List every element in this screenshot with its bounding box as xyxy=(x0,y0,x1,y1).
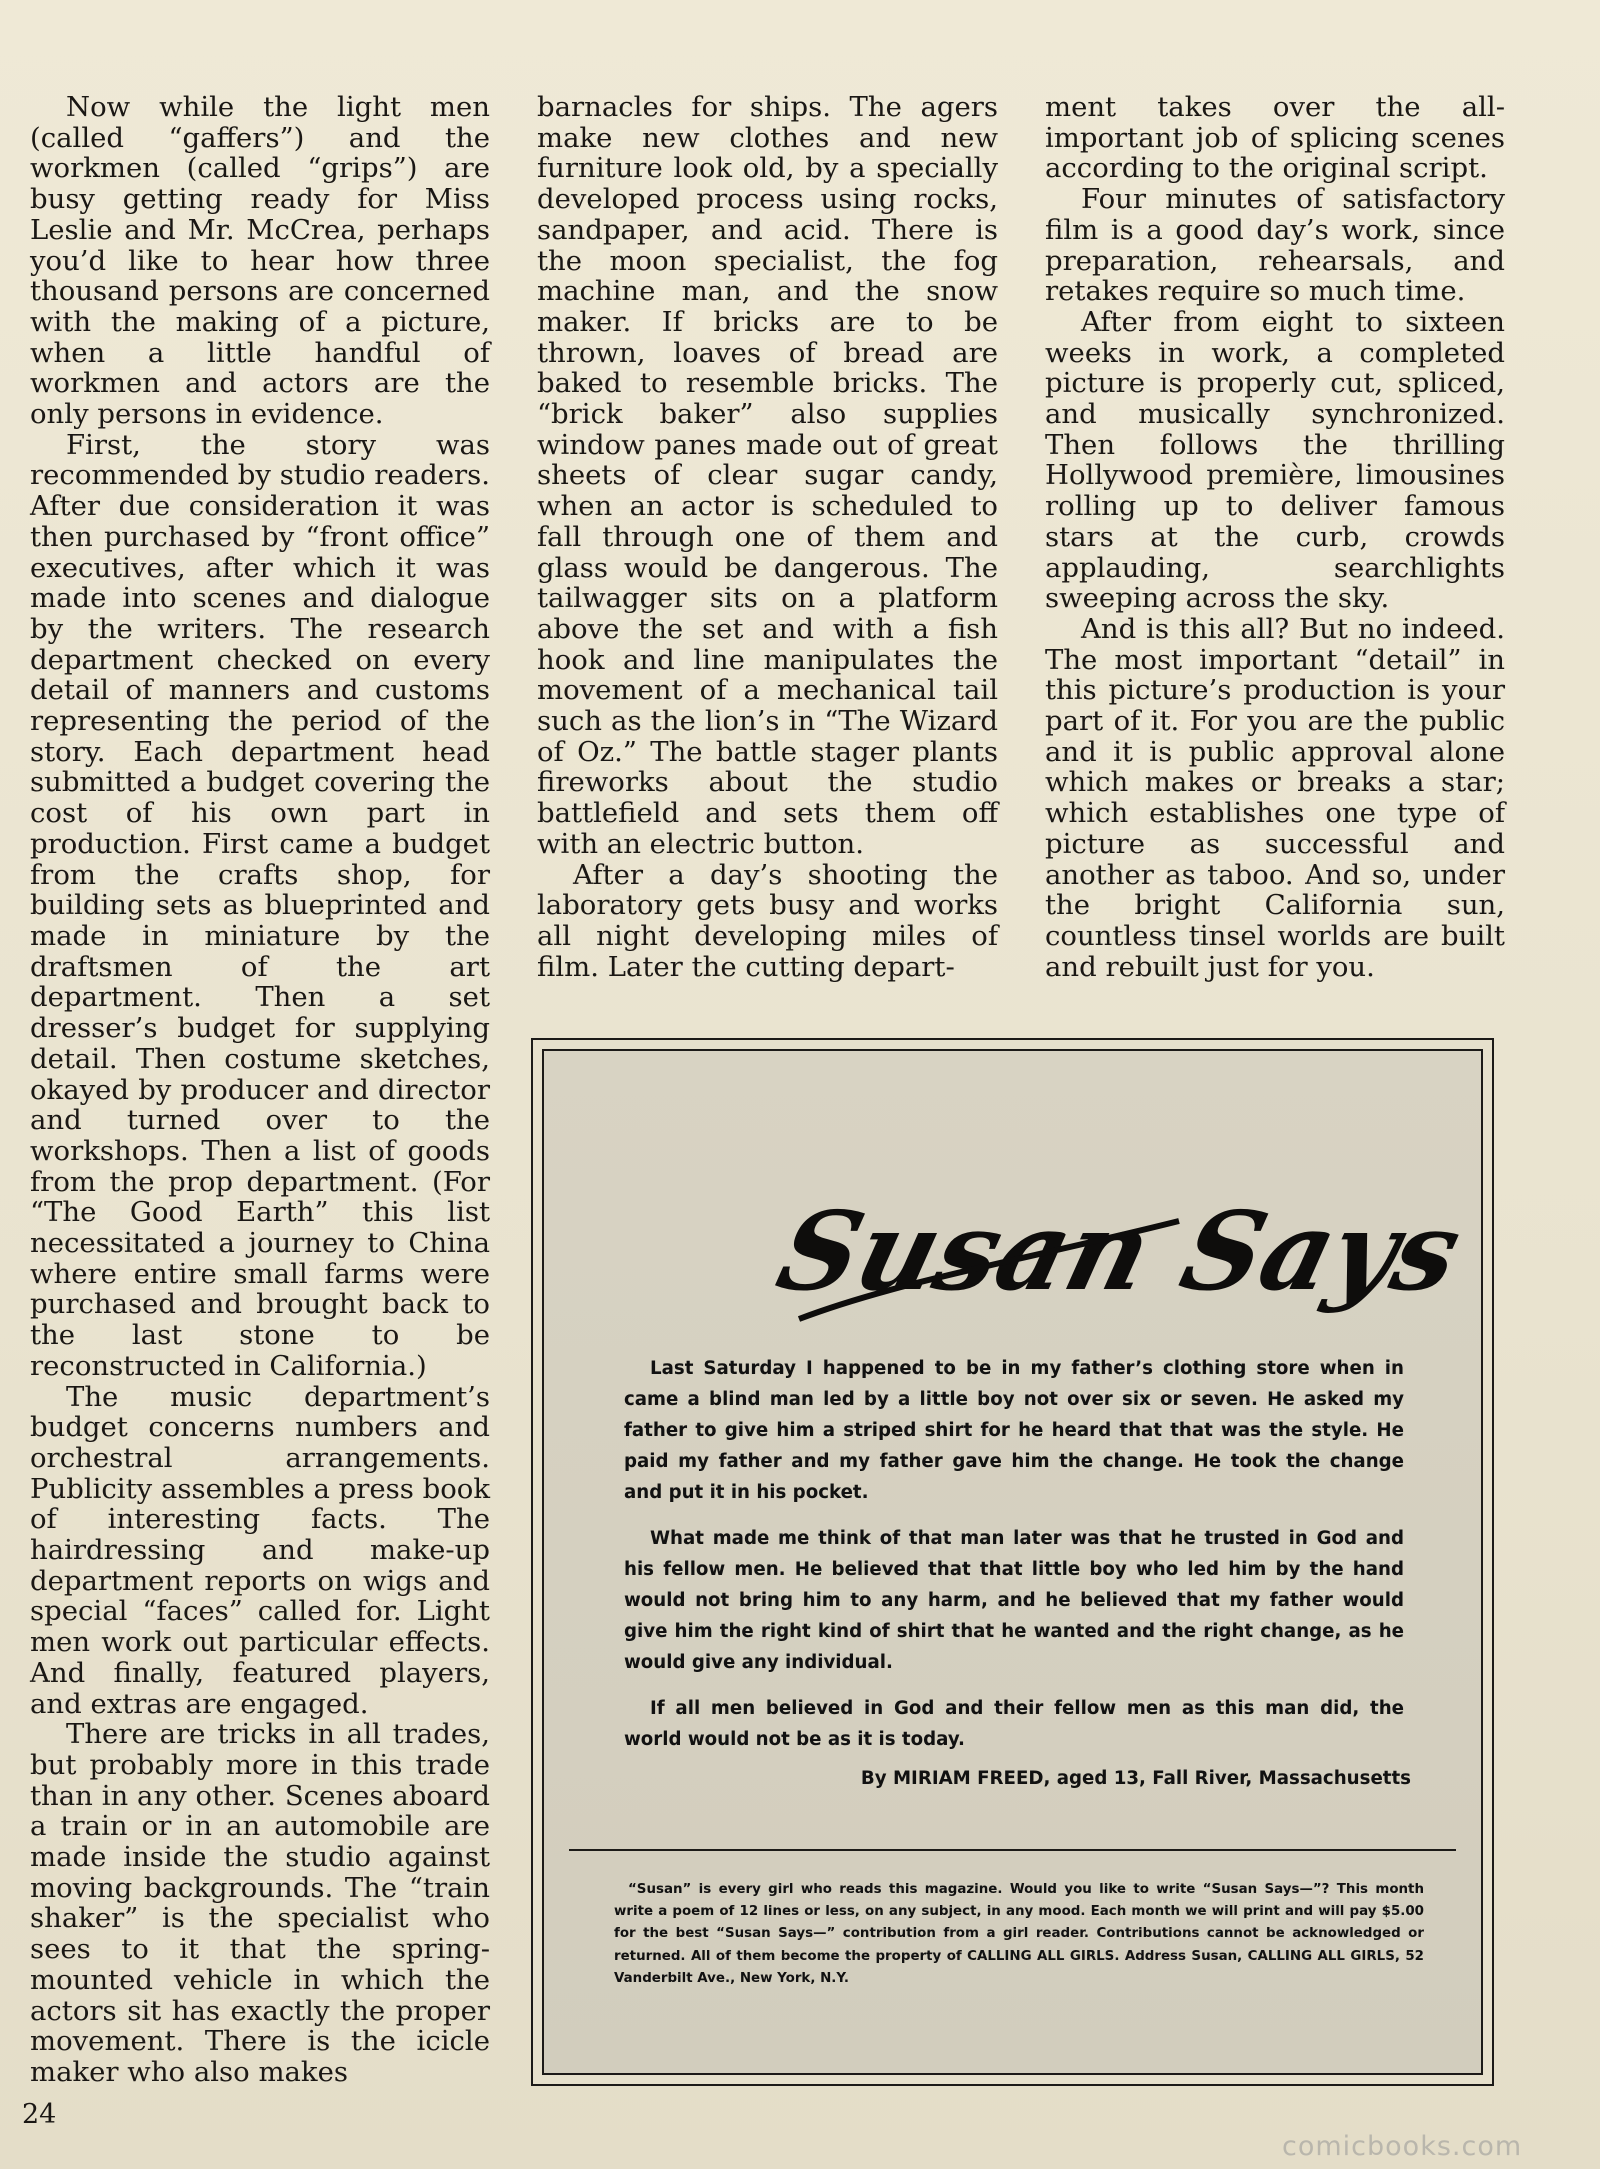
article-paragraph: And is this all? But no indeed. The most important “detail” in this picture’s production is your part of it. For you are the public and it is public approval alone which makes or breaks a star; which establishes one type of picture as successful and another as taboo. And so, under the bright California sun, countless tinsel worlds are built and rebuilt just for you. xyxy=(1045,612,1505,983)
page-number: 24 xyxy=(22,2099,57,2130)
letter-paragraph: If all men believed in God and their fellow men as this man did, the world would not be as it is today. xyxy=(624,1698,1404,1750)
article-column-2 xyxy=(537,92,998,982)
letter-paragraph: Last Saturday I happened to be in my father’s clothing store when in came a blind man led by a little boy not over six or seven. He asked my father to give him a striped shirt for he heard that that was the style. He paid my father and my father gave him the change. He took the change and put it in his pocket. xyxy=(624,1358,1404,1503)
article-paragraph: After a day’s shooting the laboratory gets busy and works all night developing miles of film. Later the cutting depart- xyxy=(537,858,998,983)
susan-says-logo xyxy=(759,1151,1473,1341)
susan-says-box xyxy=(531,1038,1494,2086)
article-column-1 xyxy=(30,92,490,2088)
article-paragraph: The music department’s budget concerns numbers and orchestral arrangements. Publicity assembles a press book of interesting facts. The hairdressing and make-up department reports on wigs and special “faces” called for. Light men work out particular effects. And finally, featured players, and extras are engaged. xyxy=(30,1380,490,1720)
divider-rule xyxy=(569,1849,1456,1851)
article-paragraph: After from eight to sixteen weeks in work, a completed picture is properly cut, spliced, and musically synchronized. Then follows the thrilling Hollywood première, limousines rolling up to deliver famous stars at the curb, crowds applauding, searchlights sweeping across the sky. xyxy=(1045,305,1505,615)
article-paragraph: Four minutes of satisfactory film is a good day’s work, since preparation, rehearsals, and retakes require so much time. xyxy=(1045,183,1505,308)
susan-says-script-logo xyxy=(759,1151,1473,1341)
article-paragraph: Now while the light men (called “gaffers”) and the workmen (called “grips”) are busy getting ready for Miss Leslie and Mr. McCrea, perhaps you’d like to hear how three thousand persons are concerned with the making of a picture, when a little handful of workmen and actors are the only persons in evidence. xyxy=(30,91,490,431)
susan-says-instructions xyxy=(614,1879,1424,1990)
logo-text: Susan Says xyxy=(766,1187,1473,1315)
instructions-text: “Susan” is every girl who reads this magazine. Would you like to write “Susan Says—”? This month write a poem of 12 lines or less, on any subject, in any mood. Each month we will print and will pay $5.00 for the best “Susan Says—” contribution from a girl reader. Contributions cannot be acknowledged or returned. All of them become the property of CALLING ALL GIRLS. Address Susan, CALLING ALL GIRLS, 52 Vanderbilt Ave., New York, N.Y. xyxy=(614,1882,1424,1986)
article-paragraph: barnacles for ships. The agers make new clothes and new furniture look old, by a specially developed process using rocks, sandpaper, and acid. There is the moon specialist, the fog machine man, and the snow maker. If bricks are to be thrown, loaves of bread are baked to resemble bricks. The “brick baker” also supplies window panes made out of great sheets of clear sugar candy, when an actor is scheduled to fall through one of them and glass would be dangerous. The tailwagger sits on a platform above the set and with a fish hook and line manipulates the movement of a mechanical tail such as the lion’s in “The Wizard of Oz.” The battle stager plants fireworks about the studio battlefield and sets them off with an electric button. xyxy=(537,91,998,860)
susan-says-panel xyxy=(542,1049,1483,2075)
letter-paragraph: What made me think of that man later was that he trusted in God and his fellow men. He believed that that little boy who led him by the hand would not bring him to any harm, and he believed that my father would give him the right kind of shirt that he wanted and the right change, as he would give any individual. xyxy=(624,1528,1404,1673)
article-column-3 xyxy=(1045,92,1505,982)
article-paragraph: There are tricks in all trades, but probably more in this trade than in any other. Scenes aboard a train or in an automobile are made inside the studio against moving backgrounds. The “train shaker” is the specialist who sees to it that the spring-mounted vehicle in which the actors sit has exactly the proper movement. There is the icicle maker who also makes xyxy=(30,1718,490,2088)
watermark: comicbooks.com xyxy=(1282,2131,1523,2162)
article-paragraph: First, the story was recommended by studio readers. After due consideration it was then purchased by “front office” executives, after which it was made into scenes and dialogue by the writers. The research department checked on every detail of manners and customs representing the period of the story. Each department head submitted a budget covering the cost of his own part in production. First came a budget from the crafts shop, for building sets as blueprinted and made in miniature by the draftsmen of the art department. Then a set dresser’s budget for supplying detail. Then costume sketches, okayed by producer and director and turned over to the workshops. Then a list of goods from the prop department. (For “The Good Earth” this list necessitated a journey to China where entire small farms were purchased and brought back to the last stone to be reconstructed in California.) xyxy=(30,428,490,1382)
susan-says-letter xyxy=(624,1353,1404,1770)
letter-byline: By MIRIAM FREED, aged 13, Fall River, Massachusetts xyxy=(860,1768,1411,1789)
article-paragraph: ment takes over the all-important job of splicing scenes according to the original script. xyxy=(1045,91,1505,185)
